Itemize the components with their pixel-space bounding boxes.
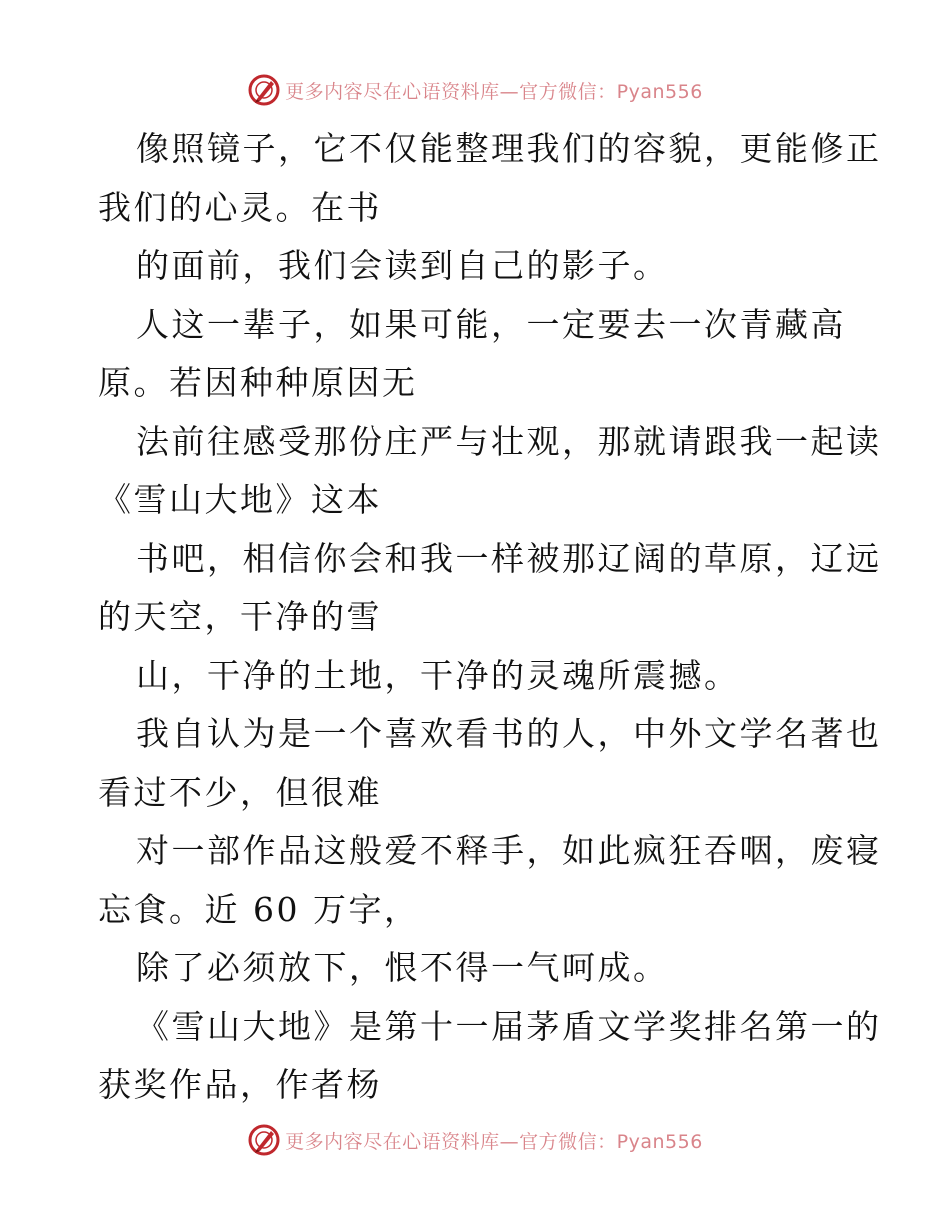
pen-logo-icon (247, 1123, 281, 1157)
text-line: 法前往感受那份庄严与壮观，那就请跟我一起读 (136, 421, 882, 461)
text-line: 《雪山大地》是第十一届茅盾文学奖排名第一的 (136, 1006, 882, 1046)
text-line: 的天空，干净的雪 (98, 597, 382, 636)
text-line: 像照镜子，它不仅能整理我们的容貌，更能修正 (136, 129, 882, 168)
footer-banner (0, 1120, 950, 1160)
text-line: 忘食。近 60 万字， (98, 889, 420, 929)
text-line: 人这一辈子，如果可能，一定要去一次青藏高 (136, 304, 846, 344)
text-line: 书吧，相信你会和我一样被那辽阔的草原，辽远 (136, 538, 882, 578)
footer-banner-text: 更多内容尽在心语资料库—官方微信：Pyan556 (285, 1130, 703, 1153)
document-body (98, 120, 882, 1115)
text-line: 除了必须放下，恨不得一气呵成。 (136, 948, 669, 987)
text-line: 《雪山大地》这本 (98, 480, 382, 519)
header-banner-text: 更多内容尽在心语资料库—官方微信：Pyan556 (285, 80, 703, 103)
header-banner (0, 70, 950, 110)
text-line: 山，干净的土地，干净的灵魂所震撼。 (136, 655, 740, 695)
text-line: 我们的心灵。在书 (98, 187, 382, 227)
pen-logo-icon (247, 73, 281, 107)
text-line: 我自认为是一个喜欢看书的人，中外文学名著也 (136, 714, 882, 753)
text-line: 看过不少，但很难 (98, 772, 382, 812)
text-line: 获奖作品，作者杨 (98, 1065, 382, 1104)
text-line: 对一部作品这般爱不释手，如此疯狂吞咽，废寝 (136, 831, 882, 870)
text-line: 的面前，我们会读到自己的影子。 (136, 246, 669, 285)
text-line: 原。若因种种原因无 (98, 363, 418, 402)
